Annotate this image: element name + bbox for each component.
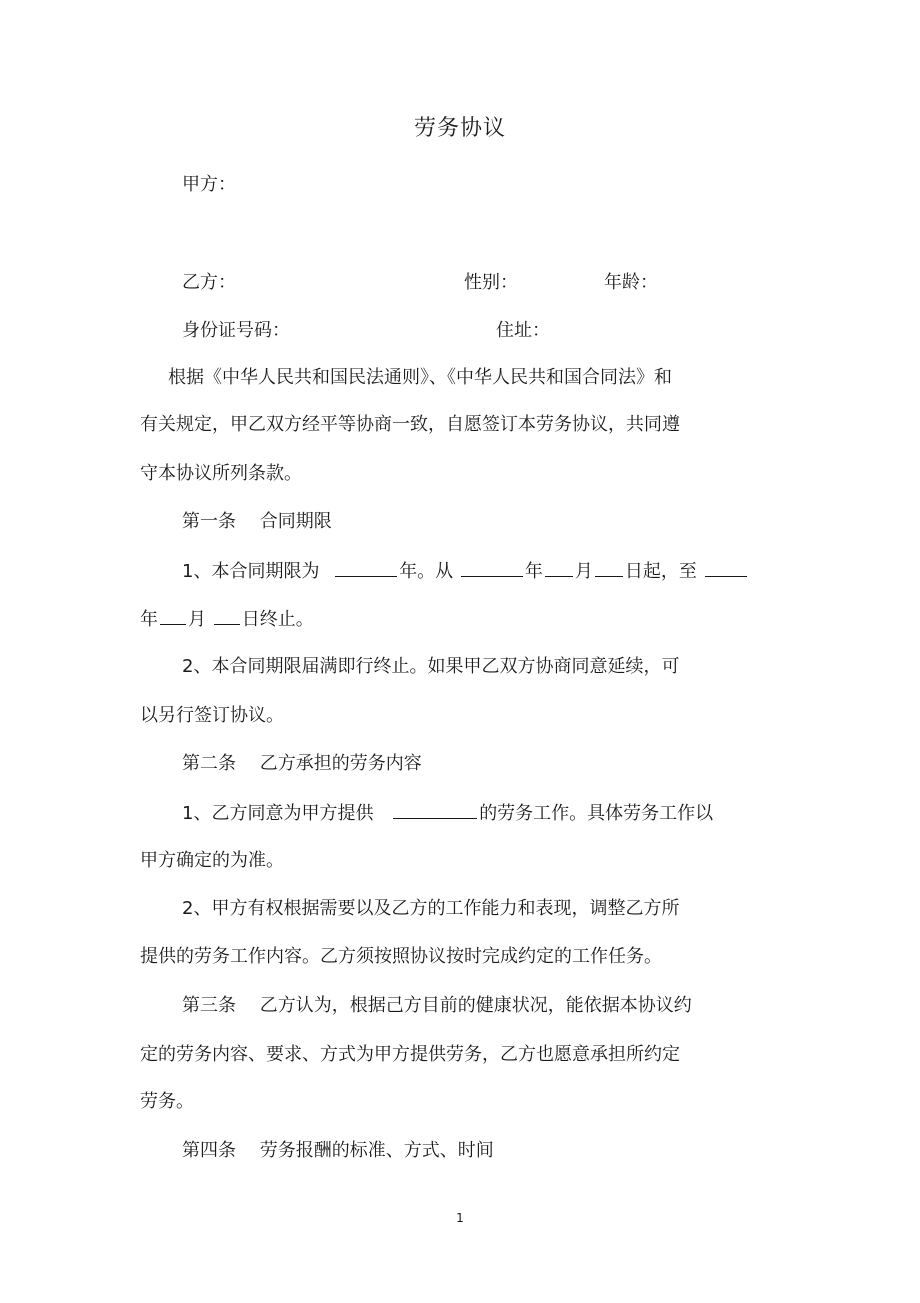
preamble-line-2: 有关规定，甲乙双方经平等协商一致，自愿签订本劳务协议，共同遵 — [140, 414, 680, 435]
article-1-heading: 第一条 合同期限 — [182, 511, 332, 532]
blank-start-month — [545, 558, 573, 577]
clause-text: 的劳务工作。具体劳务工作以 — [479, 803, 714, 824]
article-2-clause-2-line-2: 提供的劳务工作内容。乙方须按照协议按时完成约定的工作任务。 — [140, 946, 662, 967]
clause-text: 年。从 — [399, 561, 454, 582]
blank-end-year — [705, 558, 747, 577]
clause-text: 月 — [574, 561, 593, 582]
party-a-label: 甲方： — [182, 174, 236, 195]
blank-service-type — [393, 800, 477, 819]
article-3-line-3: 劳务。 — [140, 1091, 194, 1112]
article-1-clause-2-line-2: 以另行签订协议。 — [140, 705, 284, 726]
article-1-clause-2-line-1: 2、本合同期限届满即行终止。如果甲乙双方协商同意延续，可 — [182, 656, 680, 677]
gender-label: 性别： — [464, 272, 518, 293]
article-3-line-2: 定的劳务内容、要求、方式为甲方提供劳务，乙方也愿意承担所约定 — [140, 1044, 680, 1065]
blank-start-day — [595, 558, 623, 577]
article-2-clause-1-line-1 — [182, 800, 713, 827]
article-1-clause-1-line-1 — [182, 558, 749, 585]
article-2-heading: 第二条 乙方承担的劳务内容 — [182, 753, 422, 774]
party-b-label: 乙方： — [182, 272, 236, 293]
clause-text: 1、乙方同意为甲方提供 — [182, 803, 374, 824]
page-number: 1 — [456, 1211, 464, 1225]
clause-text: 1、本合同期限为 — [182, 561, 320, 582]
clause-text: 年 — [524, 561, 543, 582]
article-2-clause-1-line-2: 甲方确定的为准。 — [140, 850, 284, 871]
blank-end-month — [160, 606, 186, 625]
preamble-line-3: 守本协议所列条款。 — [140, 463, 302, 484]
article-2-clause-2-line-1: 2、甲方有权根据需要以及乙方的工作能力和表现，调整乙方所 — [182, 898, 680, 919]
id-number-label: 身份证号码： — [182, 320, 290, 341]
blank-start-year — [461, 558, 523, 577]
address-label: 住址： — [496, 320, 550, 341]
clause-text: 年 — [140, 609, 158, 630]
article-4-heading: 第四条 劳务报酬的标准、方式、时间 — [182, 1140, 494, 1161]
clause-text: 日起，至 — [624, 561, 697, 582]
article-3-line-1: 第三条 乙方认为，根据己方目前的健康状况，能依据本协议约 — [182, 995, 692, 1016]
clause-text: 月 — [188, 609, 206, 630]
age-label: 年龄： — [604, 272, 658, 293]
blank-term-years — [335, 558, 397, 577]
document-title: 劳务协议 — [413, 116, 506, 141]
article-1-clause-1-line-2 — [140, 606, 314, 633]
preamble-line-1: 根据《中华人民共和国民法通则》、《中华人民共和国合同法》和 — [168, 367, 672, 388]
blank-end-day — [214, 606, 240, 625]
clause-text: 日终止。 — [241, 609, 314, 630]
